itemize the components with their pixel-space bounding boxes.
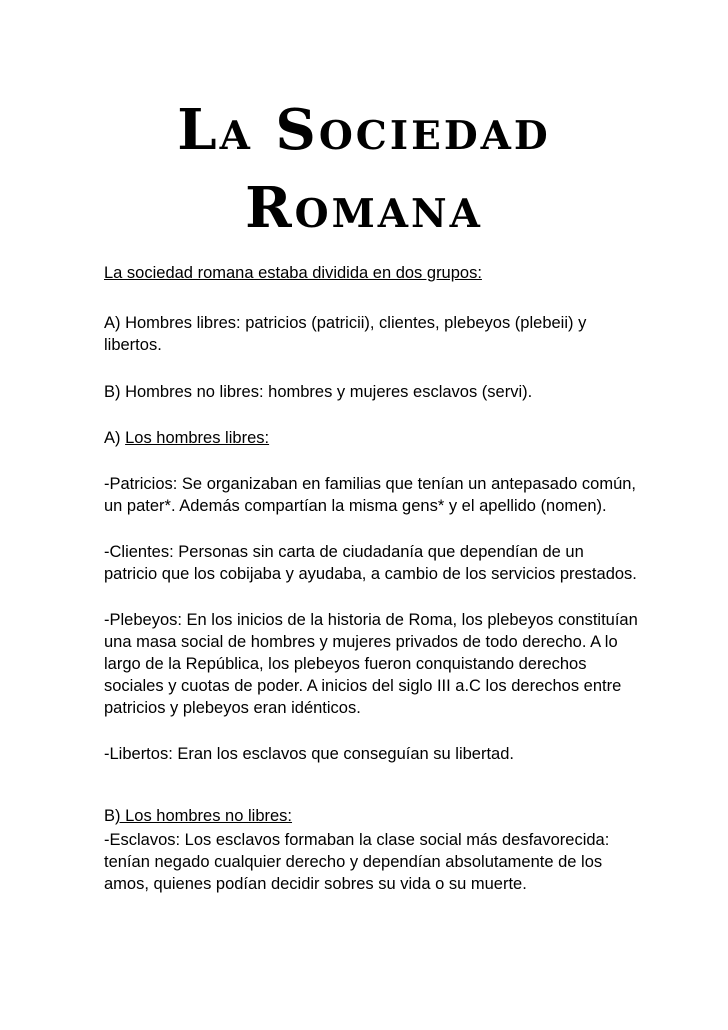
patricios-line-2: un pater*. Además compartían la misma gens* y el apellido (nomen).	[104, 497, 607, 515]
plebeyos-line-1: -Plebeyos: En los inicios de la historia de Roma, los plebeyos constituían	[104, 611, 638, 629]
esclavos-line-1: -Esclavos: Los esclavos formaban la clase social más desfavorecida:	[104, 831, 610, 849]
section-b-title: ) Los hombres no libres:	[115, 807, 293, 825]
esclavos-line-2: tenían negado cualquier derecho y dependían absolutamente de los	[104, 853, 603, 871]
clientes-line-2: patricio que los cobijaba y ayudaba, a cambio de los servicios prestados.	[104, 565, 637, 583]
libertos-text: -Libertos: Eran los esclavos que conseguían su libertad.	[104, 745, 514, 763]
section-a-heading	[104, 427, 644, 449]
plebeyos-line-2: una masa social de hombres y mujeres privados de todo derecho. A lo	[104, 633, 618, 651]
section-a-prefix: A)	[104, 429, 126, 447]
clientes-line-1: -Clientes: Personas sin carta de ciudadanía que dependían de un	[104, 543, 584, 561]
group-a-line-2: libertos.	[104, 336, 162, 354]
plebeyos-line-4: sociales y cuotas de poder. A inicios del siglo III a.C los derechos entre	[104, 677, 622, 695]
esclavos-line-3: amos, quienes podían decidir sobres su vida o su muerte.	[104, 875, 527, 893]
page-title-line-1: La Sociedad	[177, 97, 551, 163]
section-a-title: Los hombres libres:	[125, 429, 270, 447]
plebeyos-line-3: largo de la República, los plebeyos fueron conquistando derechos	[104, 655, 587, 673]
intro-text: La sociedad romana estaba dividida en dos grupos:	[104, 264, 482, 282]
patricios-line-1: -Patricios: Se organizaban en familias que tenían un antepasado común,	[104, 475, 637, 493]
group-a-line-1: A) Hombres libres: patricios (patricii), clientes, plebeyos (plebeii) y	[104, 314, 587, 332]
plebeyos-line-5: patricios y plebeyos eran idénticos.	[104, 699, 361, 717]
page-title-line-2: Romana	[245, 175, 483, 241]
group-b-text: B) Hombres no libres: hombres y mujeres esclavos (servi).	[104, 383, 533, 401]
section-b-prefix: B	[104, 807, 116, 825]
section-b-heading	[104, 805, 644, 827]
